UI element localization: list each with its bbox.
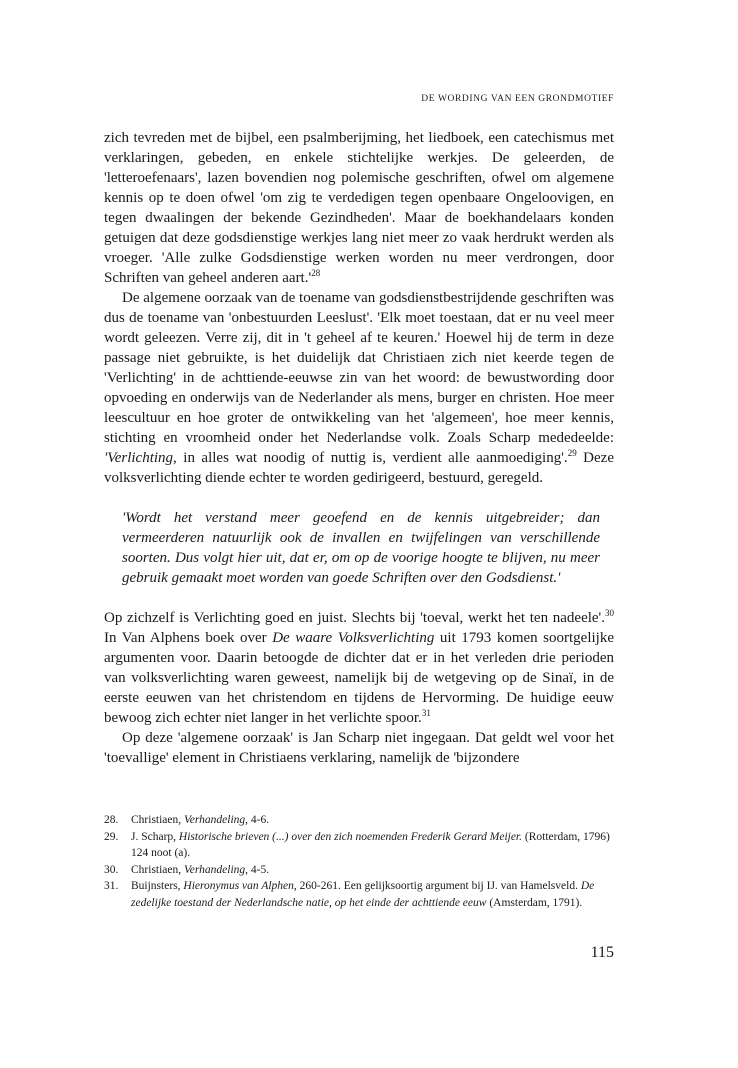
footnote-text-b: , 260-261. Een gelijksoortig argument bij IJ. van Hamelsveld. — [293, 880, 581, 892]
paragraph-2-text-a: De algemene oorzaak van de toename van godsdienstbestrijdende geschriften was dus de toename van 'onbestuurden Leeslust'. 'Elk moet toestaan, dat er nu veel meer wordt geleezen. Verre zij, dit in 't geheel af te keuren.' Hoewel hij de term in deze passage niet gebruikte, is het duidelijk dat Christiaen zich niet keerde tegen de 'Verlichting' in de achttiende-eeuwse zin van het woord: de bewustwording door opvoeding en onderwijs van de Nederlander als mens, burger en christen. Hoe meer leescultuur en hoe groter de ontwikkeling van het 'algemeen', hoe meer kennis, stichting en vroomheid onder het Nederlandse volk. Zoals Scharp mededeelde: — [104, 290, 614, 446]
paragraph-4: Op deze 'algemene oorzaak' is Jan Scharp niet ingegaan. Dat geldt wel voor het 'toevallige' element in Christiaens verklaring, namelijk de 'bijzondere — [104, 730, 614, 766]
footnote-text — [131, 812, 614, 829]
footnote — [104, 878, 614, 911]
footnote-number: 31. — [104, 880, 119, 892]
footnote-text-a: Christiaen, — [131, 814, 185, 826]
paragraph-1-text: zich tevreden met de bijbel, een psalmberijming, het liedboek, een catechismus met verklaringen, gebeden, en enkele stichtelijke werkjes. De geleerden, de 'letteroefenaars', lazen bovendien nog polemische geschriften, ofwel om algemene kennis op te doen ofwel 'om zig te verdedigen tegen openbaare Ongeloovigen, en tegen dwaalingen der bekende Gezindheden'. Maar de boekhandelaars konden getuigen dat deze godsdienstige werkjes lang niet meer zo vaak herdrukt werden als vroeger. 'Alle zulke Godsdienstige werken worden nu meer verdrongen, door Schriften van geheel anderen aart.' — [104, 130, 614, 286]
footnote-number: 30. — [104, 863, 119, 876]
footnote — [104, 829, 614, 862]
paragraph-3-text-b: In Van Alphens boek over — [104, 630, 273, 646]
footnote-text-b: (Rotterdam, 1796) 124 noot (a). — [131, 830, 610, 859]
footnote-text-a: J. Scharp, — [131, 830, 179, 843]
footnote-italic: Hieronymus van Alphen — [183, 880, 294, 892]
paragraph-2-text-c: Deze volksverlichting diende echter te worden gedirigeerd, bestuurd, geregeld. — [104, 450, 614, 486]
running-head: DE WORDING VAN EEN GRONDMOTIEF — [421, 94, 614, 104]
footnote-text-b: , 4-6. — [245, 814, 270, 826]
footnote-number: 29. — [104, 830, 119, 843]
footnote-text — [131, 829, 614, 862]
footnote-text — [131, 862, 614, 879]
paragraph-2-text-b: , in alles wat noodig of nuttig is, verdient alle aanmoediging'. — [173, 450, 568, 466]
paragraph-2-italic: 'Verlichting — [104, 450, 174, 466]
paragraph-1 — [104, 128, 614, 288]
footnote-ref-30: 30 — [605, 608, 614, 618]
paragraph-2 — [104, 288, 614, 488]
footnote-ref-28: 28 — [311, 268, 321, 278]
footnote-italic: Verhandeling — [184, 863, 246, 876]
footnote-italic: Verhandeling — [184, 814, 246, 826]
footnotes — [104, 812, 614, 911]
paragraph-3 — [104, 608, 614, 728]
footnote — [104, 812, 614, 829]
paragraph-3-text-c: uit 1793 komen soortgelijke argumenten voor. Daarin betoogde de dichter dat er in het verleden drie perioden van volksverlichting waren geweest, namelijk bij de wetgeving op de Sinaï, in de eerste eeuwen van het christendom en tijdens de Hervorming. De huidige eeuw bewoog zich echter niet langer in het verlichte spoor. — [104, 630, 615, 726]
footnote-italic-2: De zedelijke toestand der Nederlandsche natie, op het einde der achttiende eeuw — [131, 880, 595, 909]
page-number: 115 — [590, 944, 614, 961]
footnote — [104, 862, 614, 879]
paragraph-3-italic: De waare Volksverlichting — [272, 630, 435, 646]
footnote-ref-29: 29 — [567, 448, 577, 458]
footnote-number: 28. — [104, 814, 119, 826]
footnote-text — [131, 878, 614, 911]
footnote-italic: Historische brieven (...) over den zich noemenden Frederik Gerard Meijer. — [178, 830, 523, 843]
footnote-text-a: Christiaen, — [131, 863, 185, 876]
paragraph-3-text-a: Op zichzelf is Verlichting goed en juist. Slechts bij 'toeval, werkt het ten nadeele'. — [104, 610, 605, 626]
footnote-text-a: Buijnsters, — [131, 880, 184, 892]
footnote-text-c: (Amsterdam, 1791). — [486, 896, 583, 909]
footnote-ref-31: 31 — [421, 708, 431, 718]
footnote-text-b: , 4-5. — [245, 863, 270, 876]
body-text — [104, 128, 614, 768]
book-page — [104, 0, 614, 1068]
block-quote: 'Wordt het verstand meer geoefend en de kennis uitgebreider; dan vermeerderen natuurlijk ook de invallen en twijfelingen van verschillende soorten. Dus volgt hier uit, dat er, om op de voorige hoogte te blijven, nu meer gebruik gemaakt moet worden van goede Schriften over den Godsdienst.' — [122, 510, 600, 586]
